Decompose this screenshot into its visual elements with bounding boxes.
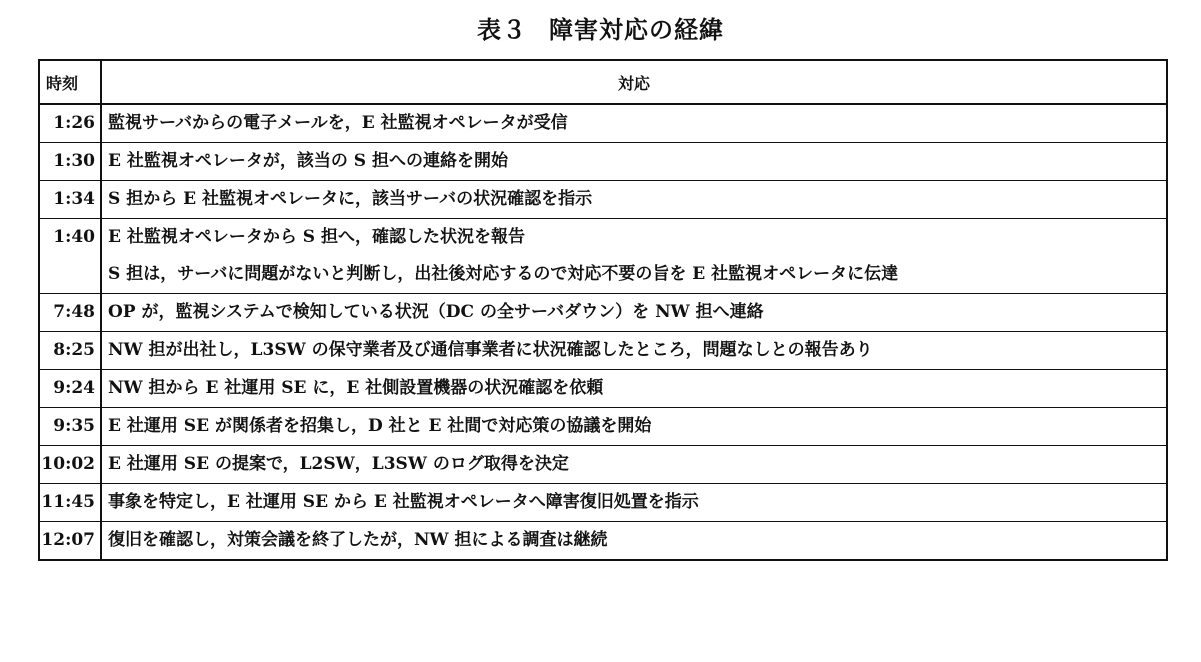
row-action-line: 事象を特定し，E 社運用 SE から E 社監視オペレータへ障害復旧処置を指示 (108, 492, 699, 512)
row-action (101, 219, 1167, 294)
row-time-text: 10:02 (41, 454, 95, 474)
table-row (39, 484, 1167, 522)
row-action (101, 446, 1167, 484)
row-time (39, 522, 101, 561)
table-row (39, 219, 1167, 294)
row-time-text: 9:35 (53, 416, 95, 436)
header-row (39, 60, 1167, 104)
row-time (39, 294, 101, 332)
row-action (101, 408, 1167, 446)
row-action-line: 復旧を確認し，対策会議を終了したが，NW 担による調査は継続 (108, 530, 608, 550)
row-time-text: 1:40 (53, 227, 95, 247)
row-time (39, 219, 101, 294)
row-action (101, 294, 1167, 332)
table-row (39, 332, 1167, 370)
row-time-text: 7:48 (53, 302, 95, 322)
row-time-text: 8:25 (53, 340, 95, 360)
row-action-line: E 社運用 SE の提案で，L2SW，L3SW のログ取得を決定 (108, 454, 569, 474)
row-action-line: 監視サーバからの電子メールを，E 社監視オペレータが受信 (108, 113, 568, 133)
row-action (101, 522, 1167, 561)
row-time (39, 181, 101, 219)
table-row (39, 104, 1167, 143)
table-title: 障害対応の経緯 (549, 16, 724, 44)
row-time (39, 104, 101, 143)
column-header-action: 対応 (101, 60, 1167, 104)
incident-timeline-table (38, 59, 1168, 561)
table-row (39, 143, 1167, 181)
table-row (39, 522, 1167, 561)
row-action-line: E 社監視オペレータから S 担へ，確認した状況を報告 (108, 227, 525, 247)
table-row (39, 370, 1167, 408)
row-action-line: E 社監視オペレータが，該当の S 担への連絡を開始 (108, 151, 508, 171)
row-action-line: NW 担から E 社運用 SE に，E 社側設置機器の状況確認を依頼 (108, 378, 604, 398)
row-time (39, 484, 101, 522)
row-action (101, 484, 1167, 522)
row-time (39, 370, 101, 408)
table-row (39, 408, 1167, 446)
row-time (39, 408, 101, 446)
row-time-text: 1:34 (53, 189, 95, 209)
row-time-text: 9:24 (53, 378, 95, 398)
table-row (39, 294, 1167, 332)
row-action-line: E 社運用 SE が関係者を招集し，D 社と E 社間で対応策の協議を開始 (108, 416, 652, 436)
row-time-text: 1:26 (53, 113, 95, 133)
table-body (39, 104, 1167, 560)
table-row (39, 446, 1167, 484)
row-action (101, 370, 1167, 408)
row-time (39, 446, 101, 484)
row-time (39, 332, 101, 370)
row-action-line: NW 担が出社し，L3SW の保守業者及び通信事業者に状況確認したところ，問題なしとの報告あり (108, 340, 873, 360)
row-time (39, 143, 101, 181)
row-action (101, 181, 1167, 219)
row-action (101, 332, 1167, 370)
table-caption (0, 12, 1201, 48)
row-time-text: 1:30 (53, 151, 95, 171)
row-time-text: 12:07 (41, 530, 95, 550)
row-action (101, 104, 1167, 143)
row-action-line: OP が，監視システムで検知している状況（DC の全サーバダウン）を NW 担へ連絡 (108, 302, 764, 322)
table-row (39, 181, 1167, 219)
row-action (101, 143, 1167, 181)
table-number: 表３ (477, 16, 527, 44)
row-time-text: 11:45 (41, 492, 95, 512)
row-action-line: S 担から E 社監視オペレータに，該当サーバの状況確認を指示 (108, 189, 593, 209)
row-action-line: S 担は，サーバに問題がないと判断し，出社後対応するので対応不要の旨を E 社監視オペレータに伝達 (108, 264, 899, 284)
column-header-time: 時刻 (39, 60, 101, 104)
